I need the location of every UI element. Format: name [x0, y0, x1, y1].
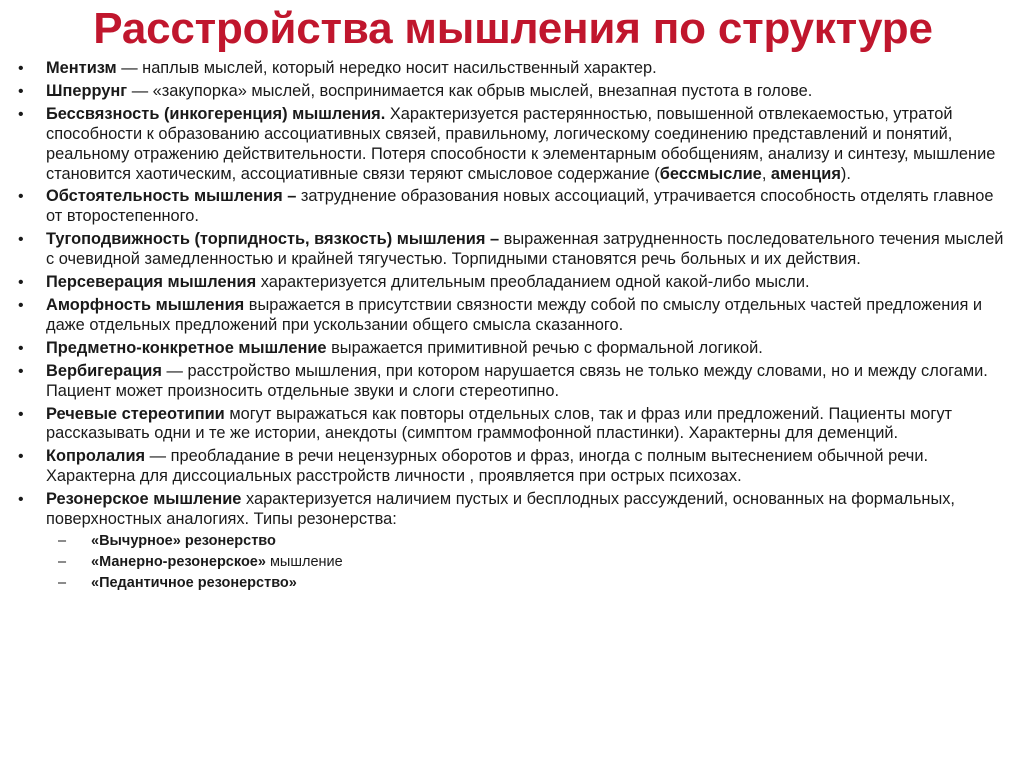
item-term: Речевые стереотипии	[46, 404, 225, 423]
dash-icon: –	[58, 574, 67, 591]
bullet-icon: •	[18, 448, 24, 466]
bullet-icon: •	[18, 274, 24, 292]
dash-icon: –	[58, 532, 67, 549]
item-text: выражается в присутствии связности между собой по смыслу отдельных частей предложения и даже отдельных предложений при ускользании общего смысла сказанного.	[46, 295, 983, 334]
list-item	[16, 82, 1010, 102]
item-term: Обстоятельность мышления –	[46, 187, 297, 206]
bullet-icon: •	[18, 231, 24, 249]
list-item	[16, 296, 1010, 336]
item-text: — расстройство мышления, при котором нарушается связь не только между словами, но и между слогами. Пациент может произносить отдельные звуки и слоги стереотипно.	[46, 361, 988, 400]
list-item	[16, 447, 1010, 487]
sub-list-item	[46, 531, 1010, 552]
item-text: — преобладание в речи нецензурных оборотов и фраз, иногда с полным вытеснением обычной речи. Характерна для диссоциальных расстройств личности , проявляется при острых психозах.	[46, 447, 929, 486]
item-term: Предметно-конкретное мышление	[46, 338, 327, 357]
item-term: Шперрунг	[46, 81, 128, 100]
item-text: могут выражаться как повторы отдельных слов, так и фраз или предложений. Пациенты могут рассказывать одни и те же истории, анекдоты (симптом граммофонной пластинки). Характерны для деменций.	[46, 404, 953, 443]
sub-list-item	[46, 552, 1010, 573]
item-text-separator: ,	[761, 164, 771, 183]
dash-icon: –	[58, 553, 67, 570]
bullet-icon: •	[18, 296, 24, 314]
list-item	[16, 273, 1010, 293]
item-term: Ментизм	[46, 59, 117, 77]
item-term: Тугоподвижность (торпидность, вязкость) мышления –	[46, 230, 500, 249]
sub-item-term: «Педантичное резонерство»	[91, 574, 297, 591]
item-term-bessmyslie: бессмыслие	[659, 164, 762, 183]
item-term: Аморфность мышления	[46, 295, 245, 314]
list-item	[16, 339, 1010, 359]
sub-item-term: «Манерно-резонерское»	[91, 553, 266, 570]
bullet-icon: •	[18, 339, 24, 357]
item-term: Копролалия	[46, 447, 146, 466]
list-item	[16, 59, 1010, 79]
bullet-icon: •	[18, 105, 24, 123]
item-term: Вербигерация	[46, 361, 162, 380]
sub-item-text: мышление	[265, 553, 343, 570]
item-text: характеризуется длительным преобладанием одной какой-либо мысли.	[256, 273, 810, 292]
item-term-amentsiya: аменция	[770, 164, 841, 183]
item-text-tail: ).	[840, 164, 851, 183]
slide-title: Расстройства мышления по структуре	[93, 4, 933, 53]
sub-list-item	[46, 573, 1010, 594]
sub-item-term: «Вычурное» резонерство	[91, 532, 276, 549]
item-text: выраженная затрудненность последовательного течения мыслей с очевидной замедленностью и крайней тягучестью. Торпидными становятся речь больных и их действия.	[46, 230, 1004, 269]
item-text: Характеризуется растерянностью, повышенной отвлекаемостью, утратой способности к образованию ассоциативных связей, правильному, логическому соединению представлений и понятий, реальному отражению действительности. Потеря способности к элементарным обобщениям, анализу и синтезу, мышление становится хаотическим, ассоциативные связи теряют смысловое содержание (	[46, 104, 996, 183]
bullet-icon: •	[18, 491, 24, 509]
item-term: Персеверация мышления	[46, 273, 257, 292]
item-term: Резонерское мышление	[46, 490, 242, 509]
bullet-icon: •	[18, 82, 24, 100]
bullet-icon: •	[18, 405, 24, 423]
sub-list	[46, 531, 1010, 594]
bullet-icon: •	[18, 188, 24, 206]
item-text: выражается примитивной речью с формальной логикой.	[326, 338, 763, 357]
item-text: — «закупорка» мыслей, воспринимается как обрыв мыслей, внезапная пустота в голове.	[127, 81, 813, 100]
item-text: характеризуется наличием пустых и бесплодных рассуждений, основанных на формальных, поверхностных аналогиях. Типы резонерства:	[46, 490, 955, 529]
list-item	[16, 105, 1010, 185]
item-text: — наплыв мыслей, который нередко носит насильственный характер.	[116, 59, 657, 77]
list-item	[16, 362, 1010, 402]
list-item	[16, 230, 1010, 270]
bullet-list	[16, 59, 1010, 594]
list-item	[16, 490, 1010, 594]
list-item	[16, 187, 1010, 227]
item-text: затруднение образования новых ассоциаций, утрачивается способность отделять главное от второстепенного.	[46, 187, 994, 226]
bullet-icon: •	[18, 362, 24, 380]
list-item	[16, 405, 1010, 445]
bullet-icon: •	[18, 60, 24, 77]
item-term: Бессвязность (инкогеренция) мышления.	[46, 104, 386, 123]
